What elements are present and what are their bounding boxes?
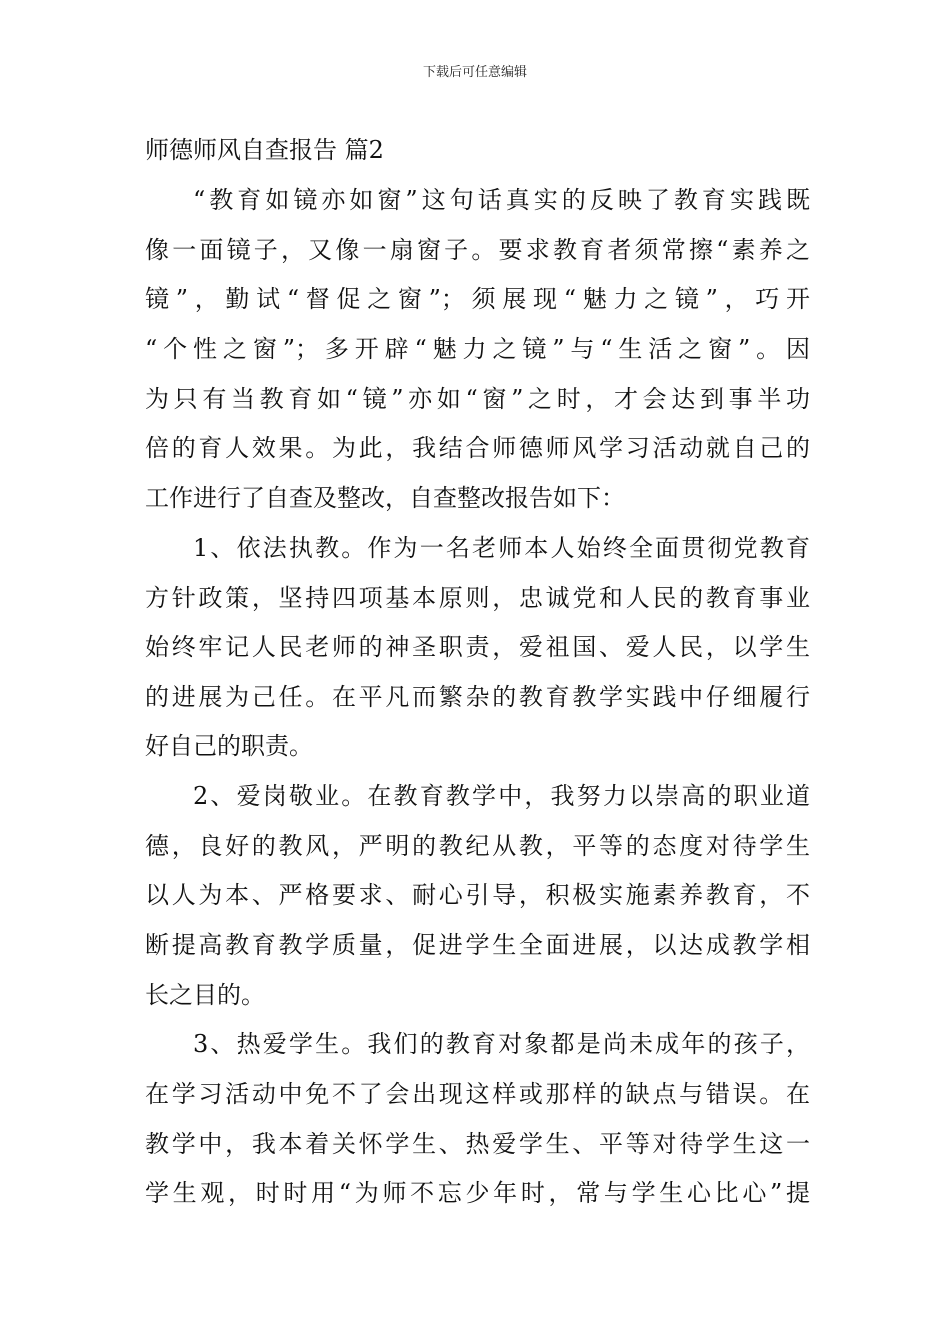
paragraph-line: 始终牢记人民老师的神圣职责，爱祖国、爱人民，以学生 <box>145 633 810 661</box>
paragraph-line: 德，良好的教风，严明的教纪从教，平等的态度对待学生 <box>145 832 810 860</box>
paragraph-line: 长之目的。 <box>145 981 265 1009</box>
paragraph-line: 工作进行了自查及整改，自查整改报告如下： <box>145 484 625 512</box>
paragraph-line: 教学中，我本着关怀学生、热爱学生、平等对待学生这一 <box>145 1130 810 1158</box>
paragraph-line: 在学习活动中免不了会出现这样或那样的缺点与错误。在 <box>145 1080 810 1108</box>
paragraph-line: 2、爱岗敬业。在教育教学中，我努力以崇高的职业道 <box>193 782 810 810</box>
paragraph-line: “教育如镜亦如窗”这句话真实的反映了教育实践既 <box>193 186 810 214</box>
paragraph-line: 以人为本、严格要求、耐心引导，积极实施素养教育，不 <box>145 881 810 909</box>
paragraph-line: “个性之窗”；多开辟“魅力之镜”与“生活之窗”。因 <box>145 335 810 363</box>
page-header-note: 下载后可任意编辑 <box>422 65 527 80</box>
paragraph-line: 方针政策，坚持四项基本原则，忠诚党和人民的教育事业 <box>145 584 810 612</box>
paragraph-line: 1、依法执教。作为一名老师本人始终全面贯彻党教育 <box>193 534 810 562</box>
paragraph-line: 学生观，时时用“为师不忘少年时，常与学生心比心”提 <box>145 1179 810 1207</box>
paragraph-line: 为只有当教育如“镜”亦如“窗”之时，才会达到事半功 <box>145 385 810 413</box>
document-title: 师德师风自查报告 篇2 <box>145 136 384 164</box>
paragraph-line: 像一面镜子，又像一扇窗子。要求教育者须常擦“素养之 <box>145 236 810 264</box>
paragraph-line: 断提高教育教学质量，促进学生全面进展，以达成教学相 <box>145 931 810 959</box>
paragraph-line: 的进展为己任。在平凡而繁杂的教育教学实践中仔细履行 <box>145 683 810 711</box>
paragraph-line: 3、热爱学生。我们的教育对象都是尚未成年的孩子， <box>193 1030 810 1058</box>
paragraph-line: 好自己的职责。 <box>145 732 313 760</box>
paragraph-line: 镜”，勤试“督促之窗”；须展现“魅力之镜”，巧开 <box>145 285 810 313</box>
paragraph-line: 倍的育人效果。为此，我结合师德师风学习活动就自己的 <box>145 434 810 462</box>
